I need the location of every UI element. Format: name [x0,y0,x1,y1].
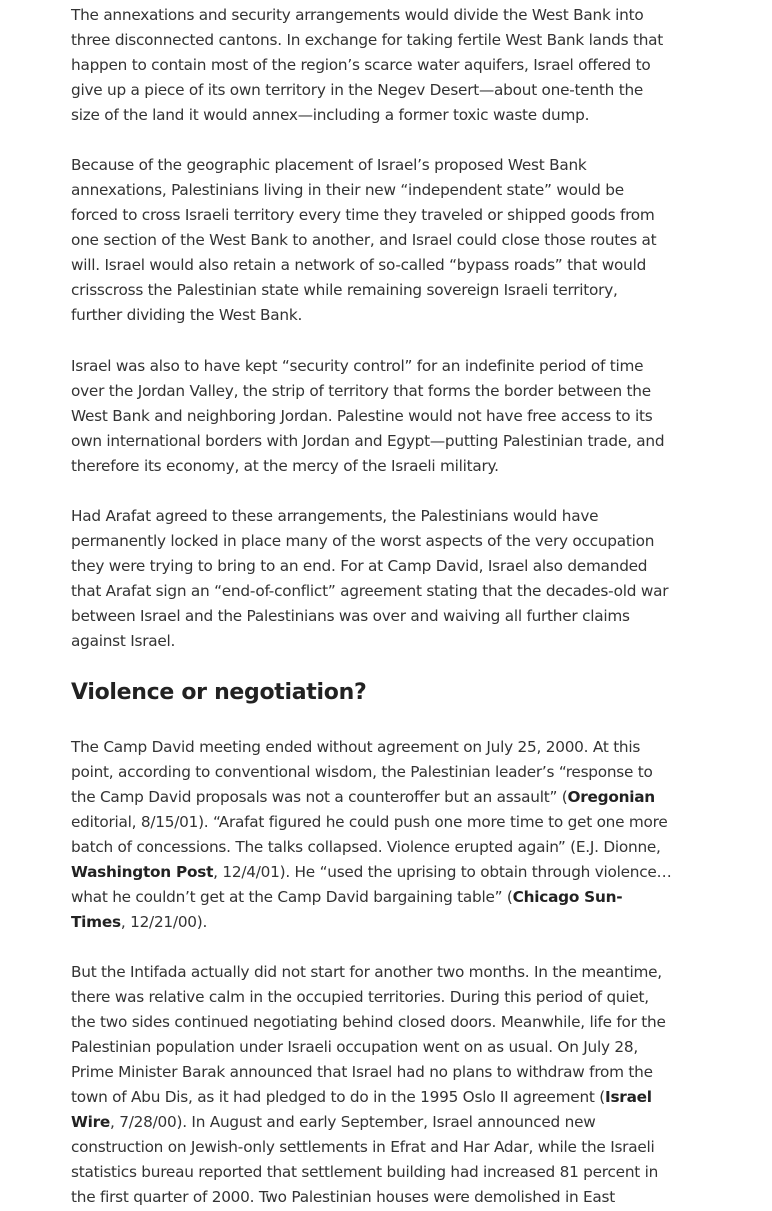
text-run: editorial, 8/15/01). “Arafat figured he could push one more time to get one more batch of concessions. The talks collapsed. Violence erupted again” (E.J. Dionne, [71,813,668,856]
paragraph-annexations: Because of the geographic placement of Israel’s proposed West Bank annexations, Palestinians living in their new “independent state” would be forced to cross Israeli territory every time they traveled or shipped goods from one section of the West Bank to another, and Israel could close those routes at will. Israel would also retain a network of so-called “bypass roads” that would crisscross the Palestinian state while remaining sovereign Israeli territory, further dividing the West Bank. [71,156,657,324]
source-washington-post: Washington Post [71,863,214,881]
section-heading: Violence or negotiation? [71,680,367,705]
text-run: , 12/4/01). He “used the uprising to obtain through violence…what he couldn’t get at the Camp David bargaining table” ( [71,863,672,906]
source-chicago-sun-times: Chicago Sun-Times [71,888,623,931]
paragraph-jordan-valley: Israel was also to have kept “security control” for an indefinite period of time over the Jordan Valley, the strip of territory that forms the border between the West Bank and neighboring Jordan. Palestine would not have free access to its own international borders with Jordan and Egypt—putting Palestinian trade, and therefore its economy, at the mercy of the Israeli military. [71,357,665,475]
text-run: The Camp David meeting ended without agreement on July 25, 2000. At this point, according to conventional wisdom, the Palestinian leader’s “response to the Camp David proposals was not a counteroffer but an assault” ( [71,738,653,806]
text-run: , 7/28/00). In August and early September, Israel announced new construction on Jewish-only settlements in Efrat and Har Adar, while the Israeli statistics bureau reported that settlement building had increased 81 percent in the first quarter of 2000. Two Palestinian houses were demolished in East [71,1113,659,1206]
paragraph-cantons: The annexations and security arrangements would divide the West Bank into three disconnected cantons. In exchange for taking fertile West Bank lands that happen to contain most of the region’s scarce water aquifers, Israel offered to give up a piece of its own territory in the Negev Desert—about one-tenth the size of the land it would annex—including a former toxic waste dump. [71,6,664,124]
text-run: , 12/21/00). [120,913,208,931]
source-israel-wire: Israel Wire [71,1088,652,1131]
source-oregonian: Oregonian [567,788,655,806]
paragraph-end-of-conflict: Had Arafat agreed to these arrangements, the Palestinians would have permanently locked in place many of the worst aspects of the very occupation they were trying to bring to an end. For at Camp David, Israel also demanded that Arafat sign an “end-of-conflict” agreement stating that the decades-old war between Israel and the Palestinians was over and waiving all further claims against Israel. [71,507,669,650]
paragraph-intifada [71,960,672,1210]
text-run: But the Intifada actually did not start for another two months. In the meantime, there was relative calm in the occupied territories. During this period of quiet, the two sides continued negotiating behind closed doors. Meanwhile, life for the Palestinian population under Israeli occupation went on as usual. On July 28, Prime Minister Barak announced that Israel had no plans to withdraw from the town of Abu Dis, as it had pledged to do in the 1995 Oslo II agreement ( [71,963,666,1106]
paragraph-camp-david [71,735,672,935]
